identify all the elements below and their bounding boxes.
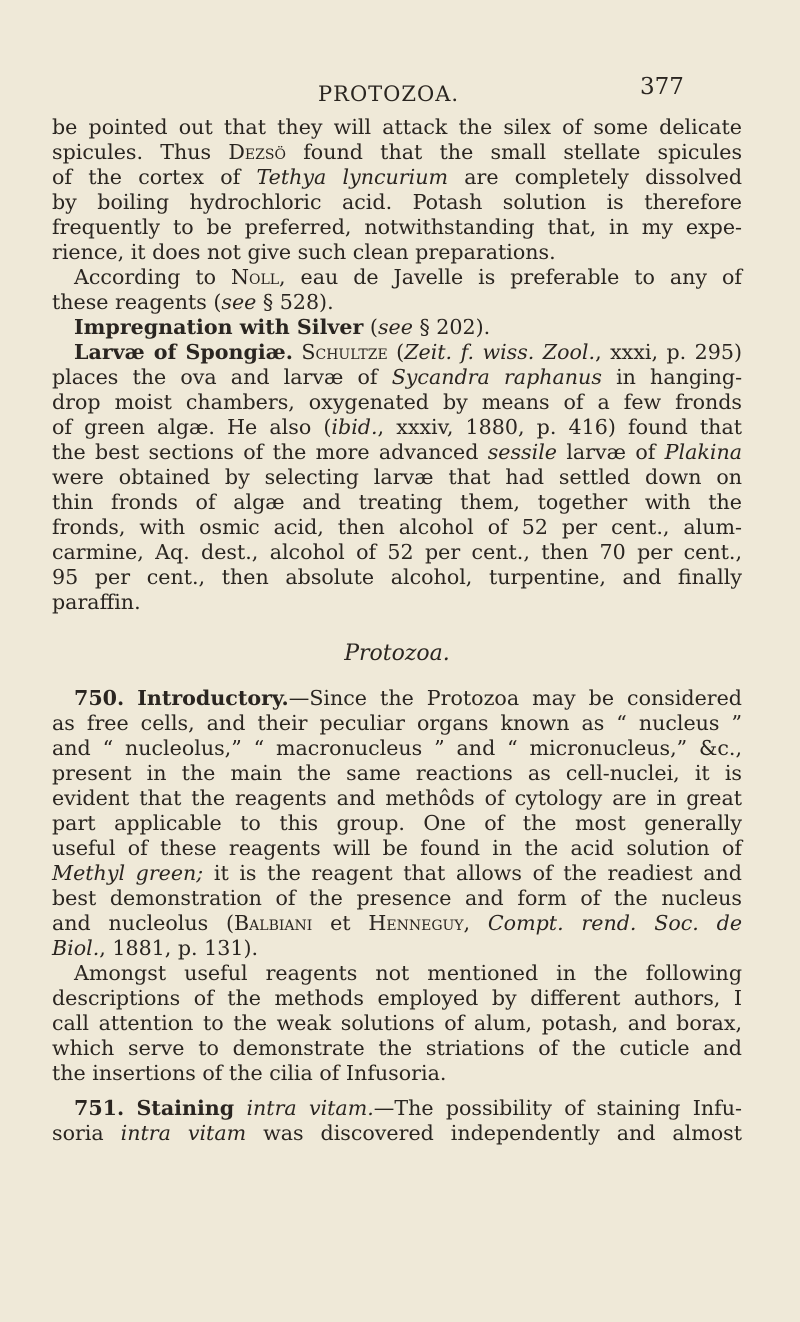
text-line: call attention to the weak solutions of alum, potash, and borax, <box>52 1011 742 1035</box>
journal-name: Zeit. f. wiss. Zool. <box>404 340 596 364</box>
paragraph-heading: Introductory. <box>137 686 289 710</box>
text-line: part applicable to this group. One of the most generally <box>52 811 742 835</box>
text-span: § 528). <box>262 290 334 314</box>
paragraph-larvae <box>52 340 742 615</box>
paragraph-introductory <box>52 686 742 961</box>
text-line: be pointed out that they will attack the silex of some delicate <box>52 115 742 139</box>
text-line <box>52 936 742 961</box>
section-heading: Protozoa. <box>344 641 450 666</box>
text-line <box>52 315 742 340</box>
italic-heading: intra vitam. <box>246 1096 374 1120</box>
text-line <box>52 686 742 711</box>
author-name: Noll <box>230 265 280 289</box>
text-span: was discovered independently and almost <box>263 1121 742 1145</box>
text-line <box>52 415 742 440</box>
author-name: Henneguy <box>368 911 464 935</box>
journal-name: Biol. <box>52 936 100 960</box>
author-name: Balbiani <box>234 911 313 935</box>
paragraph-heading: Staining <box>136 1096 235 1120</box>
text-span: —Since the Protozoa may be considered <box>288 686 742 710</box>
section-number: 750. <box>74 686 125 710</box>
text-line <box>52 440 742 465</box>
text-line <box>52 1121 742 1146</box>
text-line <box>52 365 742 390</box>
paragraph-staining <box>52 1096 742 1146</box>
text-line <box>52 861 742 886</box>
text-span: in hanging- <box>616 365 743 389</box>
author-name: Schultze <box>301 340 388 364</box>
see-reference: see <box>221 290 257 314</box>
italic-phrase: intra vitam <box>120 1121 247 1145</box>
text-line: 95 per cent., then absolute alcohol, turpentine, and finally <box>52 565 742 589</box>
text-span: these reagents ( <box>52 290 222 314</box>
text-line <box>52 265 742 290</box>
page-number: 377 <box>640 74 684 100</box>
body-text <box>52 115 742 1146</box>
author-name: Dezsö <box>228 140 286 164</box>
text-line: by boiling hydrochloric acid. Potash solution is therefore <box>52 190 742 214</box>
ibid-reference: ibid. <box>331 415 378 439</box>
text-line: the insertions of the cilia of Infusoria. <box>52 1061 447 1085</box>
text-line <box>52 290 742 315</box>
text-span: it is the reagent that allows of the readiest and <box>213 861 742 885</box>
text-line: frequently to be preferred, notwithstanding that, in my expe- <box>52 215 742 239</box>
text-line: fronds, with osmic acid, then alcohol of 52 per cent., alum- <box>52 515 742 539</box>
text-line: Amongst useful reagents not mentioned in the following <box>74 961 742 985</box>
text-line <box>52 140 742 165</box>
text-line: evident that the reagents and methôds of cytology are in great <box>52 786 742 810</box>
text-line: and “ nucleolus,” “ macronucleus ” and “ micronucleus,” &c., <box>52 736 742 760</box>
text-span: et <box>330 911 351 935</box>
paragraph-continuation <box>52 115 742 265</box>
species-name: Sycandra raphanus <box>391 365 602 389</box>
text-span: larvæ of <box>566 440 656 464</box>
text-span: —The possibility of staining Infu- <box>373 1096 743 1120</box>
italic-word: sessile <box>487 440 557 464</box>
text-line: paraffin. <box>52 590 141 614</box>
text-span: , xxxiv, 1880, p. 416) found that <box>377 415 742 439</box>
text-span: , xxxi, p. 295) <box>595 340 743 364</box>
text-span: § 202). <box>419 315 491 339</box>
paragraph-noll <box>52 265 742 315</box>
text-span: of green algæ. He also ( <box>52 415 332 439</box>
text-line: were obtained by selecting larvæ that had settled down on <box>52 465 742 489</box>
text-line: useful of these reagents will be found in the acid solution of <box>52 836 742 860</box>
text-span: ( <box>396 340 405 364</box>
text-line: thin fronds of algæ and treating them, together with the <box>52 490 742 514</box>
text-line <box>52 1096 742 1121</box>
text-line <box>52 911 742 936</box>
text-line: present in the main the same reactions as cell-nuclei, it is <box>52 761 742 785</box>
text-span: are completely dissolved <box>464 165 743 189</box>
paragraph-heading: Larvæ of Spongiæ. <box>74 340 293 364</box>
section-number: 751. <box>74 1096 125 1120</box>
species-name: Tethya lyncurium <box>256 165 449 189</box>
text-span: found that the small stellate spicules <box>303 140 743 164</box>
reagent-name: Methyl green; <box>52 861 204 885</box>
text-span: , eau de Javelle is preferable to any of <box>279 265 743 289</box>
text-line: carmine, Aq. dest., alcohol of 52 per cent., then 70 per cent., <box>52 540 742 564</box>
text-span: of the cortex of <box>52 165 241 189</box>
text-line: descriptions of the methods employed by different authors, I <box>52 986 742 1010</box>
running-head <box>0 74 800 112</box>
text-span: , 1881, p. 131). <box>99 936 259 960</box>
text-line <box>52 165 742 190</box>
running-title: PROTOZOA. <box>318 82 460 106</box>
see-reference: see <box>377 315 413 339</box>
text-span: spicules. Thus <box>52 140 212 164</box>
text-line: drop moist chambers, oxygenated by means of a few fronds <box>52 390 742 414</box>
text-span: places the ova and larvæ of <box>52 365 378 389</box>
text-span: and nucleolus ( <box>52 911 235 935</box>
text-span: , <box>463 911 471 935</box>
journal-name: Compt. rend. Soc. de <box>487 911 743 935</box>
text-span: ( <box>369 315 378 339</box>
text-line: as free cells, and their peculiar organs known as “ nucleus ” <box>52 711 742 735</box>
paragraph-impregnation <box>52 315 742 340</box>
paragraph-gap <box>52 1086 742 1096</box>
text-line: best demonstration of the presence and form of the nucleus <box>52 886 742 910</box>
text-span: soria <box>52 1121 104 1145</box>
text-line: which serve to demonstrate the striations of the cuticle and <box>52 1036 742 1060</box>
text-span: the best sections of the more advanced <box>52 440 479 464</box>
text-span: According to <box>74 265 217 289</box>
genus-name: Plakina <box>664 440 742 464</box>
paragraph-amongst <box>52 961 742 1086</box>
text-line <box>52 340 742 365</box>
text-line: rience, it does not give such clean preparations. <box>52 240 556 264</box>
paragraph-heading: Impregnation with Silver <box>74 315 364 339</box>
